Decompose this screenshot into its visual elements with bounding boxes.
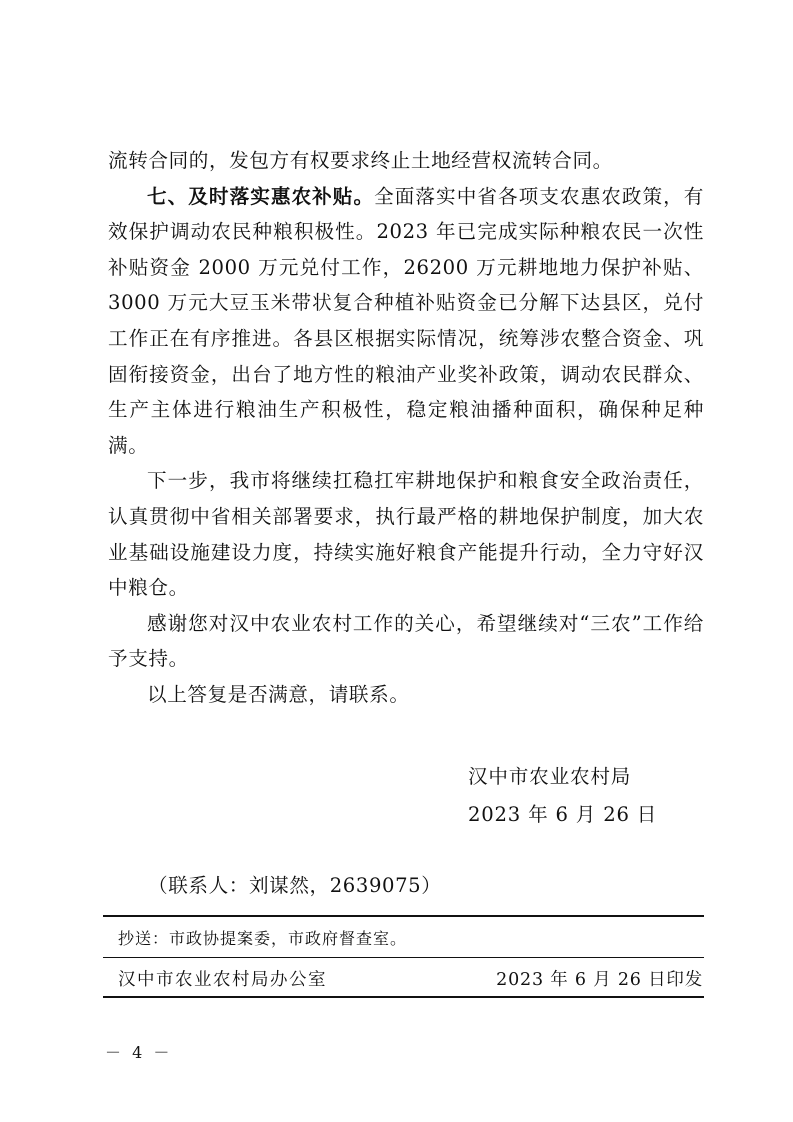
paragraph-3 xyxy=(108,463,704,605)
signature-date: 2023 年 6 月 26 日 xyxy=(468,803,658,826)
contact-info: （联系人：刘谋然，2639075） xyxy=(148,874,442,897)
paragraph-4 xyxy=(108,606,704,677)
paragraph-5 xyxy=(108,677,704,713)
section-heading: 七、及时落实惠农补贴。 xyxy=(147,184,375,208)
paragraph-text: 以上答复是否满意，请联系。 xyxy=(147,682,410,706)
paragraph-text: 感谢您对汉中农业农村工作的关心，希望继续对“三农”工作给予支持。 xyxy=(108,611,704,671)
paragraph-2 xyxy=(108,179,704,464)
footer-rule-bottom xyxy=(103,996,704,998)
page-number: － 4 － xyxy=(105,1043,173,1062)
body-text xyxy=(108,143,704,713)
paragraph-1 xyxy=(108,143,704,179)
paragraph-text: 下一步，我市将继续扛稳扛牢耕地保护和粮食安全政治责任，认真贯彻中省相关部署要求，执行最严格的耕地保护制度，加大农业基础设施建设力度，持续实施好粮食产能提升行动，全力守好汉中粮仓。 xyxy=(108,469,704,600)
footer-rule-top xyxy=(103,915,704,917)
cc-line: 抄送：市政协提案委，市政府督查室。 xyxy=(118,929,408,948)
footer-rule-middle xyxy=(103,957,704,958)
signature-org: 汉中市农业农村局 xyxy=(468,765,632,788)
issue-date: 2023 年 6 月 26 日印发 xyxy=(496,970,703,990)
paragraph-text: 流转合同的，发包方有权要求终止土地经营权流转合同。 xyxy=(108,149,613,172)
paragraph-text: 全面落实中省各项支农惠农政策，有效保护调动农民种粮积极性。2023 年已完成实际种粮农民一次性补贴资金 2000 万元兑付工作，26200 万元耕地地力保护补贴、3000 万元大豆玉米带状复合种植补贴资金已分解下达县区，兑付工作正在有序推进。各县区根据实际情况，统筹涉农整合资金、巩固衔接资金，出台了地方性的粮油产业奖补政策，调动农民群众、生产主体进行粮油生产积极性，稳定粮油播种面积，确保种足种满。 xyxy=(108,184,704,457)
issuing-office: 汉中市农业农村局办公室 xyxy=(118,970,327,990)
